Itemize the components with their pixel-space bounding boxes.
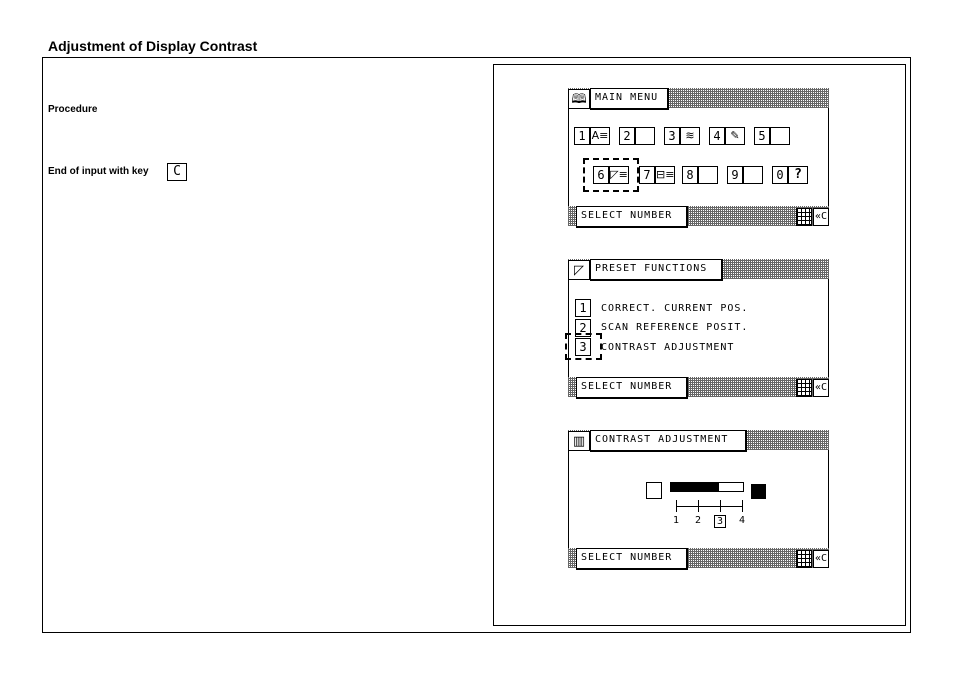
scale-tick — [720, 500, 721, 512]
abc-list-icon[interactable]: A≡ — [590, 127, 610, 145]
grid-icon[interactable] — [796, 379, 812, 397]
back-c-key[interactable]: «C — [813, 550, 829, 568]
scale-tick — [676, 500, 677, 512]
empty-icon[interactable] — [770, 127, 790, 145]
high-contrast-square — [751, 484, 766, 499]
key-c-button[interactable]: C — [167, 163, 187, 181]
preset-item-2-label: SCAN REFERENCE POSIT. — [601, 322, 749, 333]
scale-label-2[interactable]: 2 — [694, 515, 702, 526]
menu-item-0-number[interactable]: 0 — [772, 166, 788, 184]
end-input-label: End of input with key — [48, 166, 149, 177]
procedure-label: Procedure — [48, 104, 98, 115]
menu-item-8-number[interactable]: 8 — [682, 166, 698, 184]
program-list-icon[interactable]: ≋ — [680, 127, 700, 145]
contrast-adjustment-screen — [568, 429, 829, 571]
book-icon: 🕮 — [568, 89, 590, 109]
preset-item-1-number[interactable]: 1 — [575, 299, 591, 317]
empty-icon[interactable] — [698, 166, 718, 184]
select-number-prompt: SELECT NUMBER — [576, 377, 688, 399]
select-number-prompt: SELECT NUMBER — [576, 206, 688, 228]
contrast-adjustment-title: CONTRAST ADJUSTMENT — [590, 430, 747, 452]
preset-item-2-number[interactable]: 2 — [575, 319, 591, 337]
menu-item-2-number[interactable]: 2 — [619, 127, 635, 145]
empty-icon[interactable] — [635, 127, 655, 145]
preset-functions-screen — [568, 258, 829, 400]
main-menu-title: MAIN MENU — [590, 88, 669, 110]
transfer-icon[interactable]: ⊟≡ — [655, 166, 675, 184]
menu-item-4-number[interactable]: 4 — [709, 127, 725, 145]
preset-functions-icon[interactable]: ◸≡ — [609, 166, 629, 184]
contrast-icon: ▥ — [568, 431, 590, 451]
back-c-key[interactable]: «C — [813, 379, 829, 397]
scale-tick — [742, 500, 743, 512]
scale-label-4[interactable]: 4 — [738, 515, 746, 526]
tool-icon[interactable]: ✎ — [725, 127, 745, 145]
back-c-key[interactable]: «C — [813, 208, 829, 226]
grid-icon[interactable] — [796, 208, 812, 226]
menu-item-7-number[interactable]: 7 — [639, 166, 655, 184]
scale-tick — [698, 500, 699, 512]
menu-item-9-number[interactable]: 9 — [727, 166, 743, 184]
scale-label-1[interactable]: 1 — [672, 515, 680, 526]
contrast-scale-line — [676, 506, 742, 507]
menu-item-6-number[interactable]: 6 — [593, 166, 609, 184]
page-title: Adjustment of Display Contrast — [48, 38, 258, 54]
menu-item-5-number[interactable]: 5 — [754, 127, 770, 145]
low-contrast-square — [646, 482, 662, 499]
menu-item-3-number[interactable]: 3 — [664, 127, 680, 145]
preset-item-3-label: CONTRAST ADJUSTMENT — [601, 342, 735, 353]
contrast-level-bar[interactable] — [670, 482, 744, 492]
preset-item-3-number[interactable]: 3 — [575, 338, 591, 356]
preset-functions-title: PRESET FUNCTIONS — [590, 259, 723, 281]
main-menu-screen — [568, 87, 829, 229]
menu-item-1-number[interactable]: 1 — [574, 127, 590, 145]
preset-functions-icon: ◸ — [568, 260, 590, 280]
empty-icon[interactable] — [743, 166, 763, 184]
grid-icon[interactable] — [796, 550, 812, 568]
preset-item-1-label: CORRECT. CURRENT POS. — [601, 303, 749, 314]
scale-label-3-selected[interactable]: 3 — [714, 515, 726, 528]
select-number-prompt: SELECT NUMBER — [576, 548, 688, 570]
help-icon[interactable]: ? — [788, 166, 808, 184]
contrast-level-fill — [671, 483, 719, 491]
